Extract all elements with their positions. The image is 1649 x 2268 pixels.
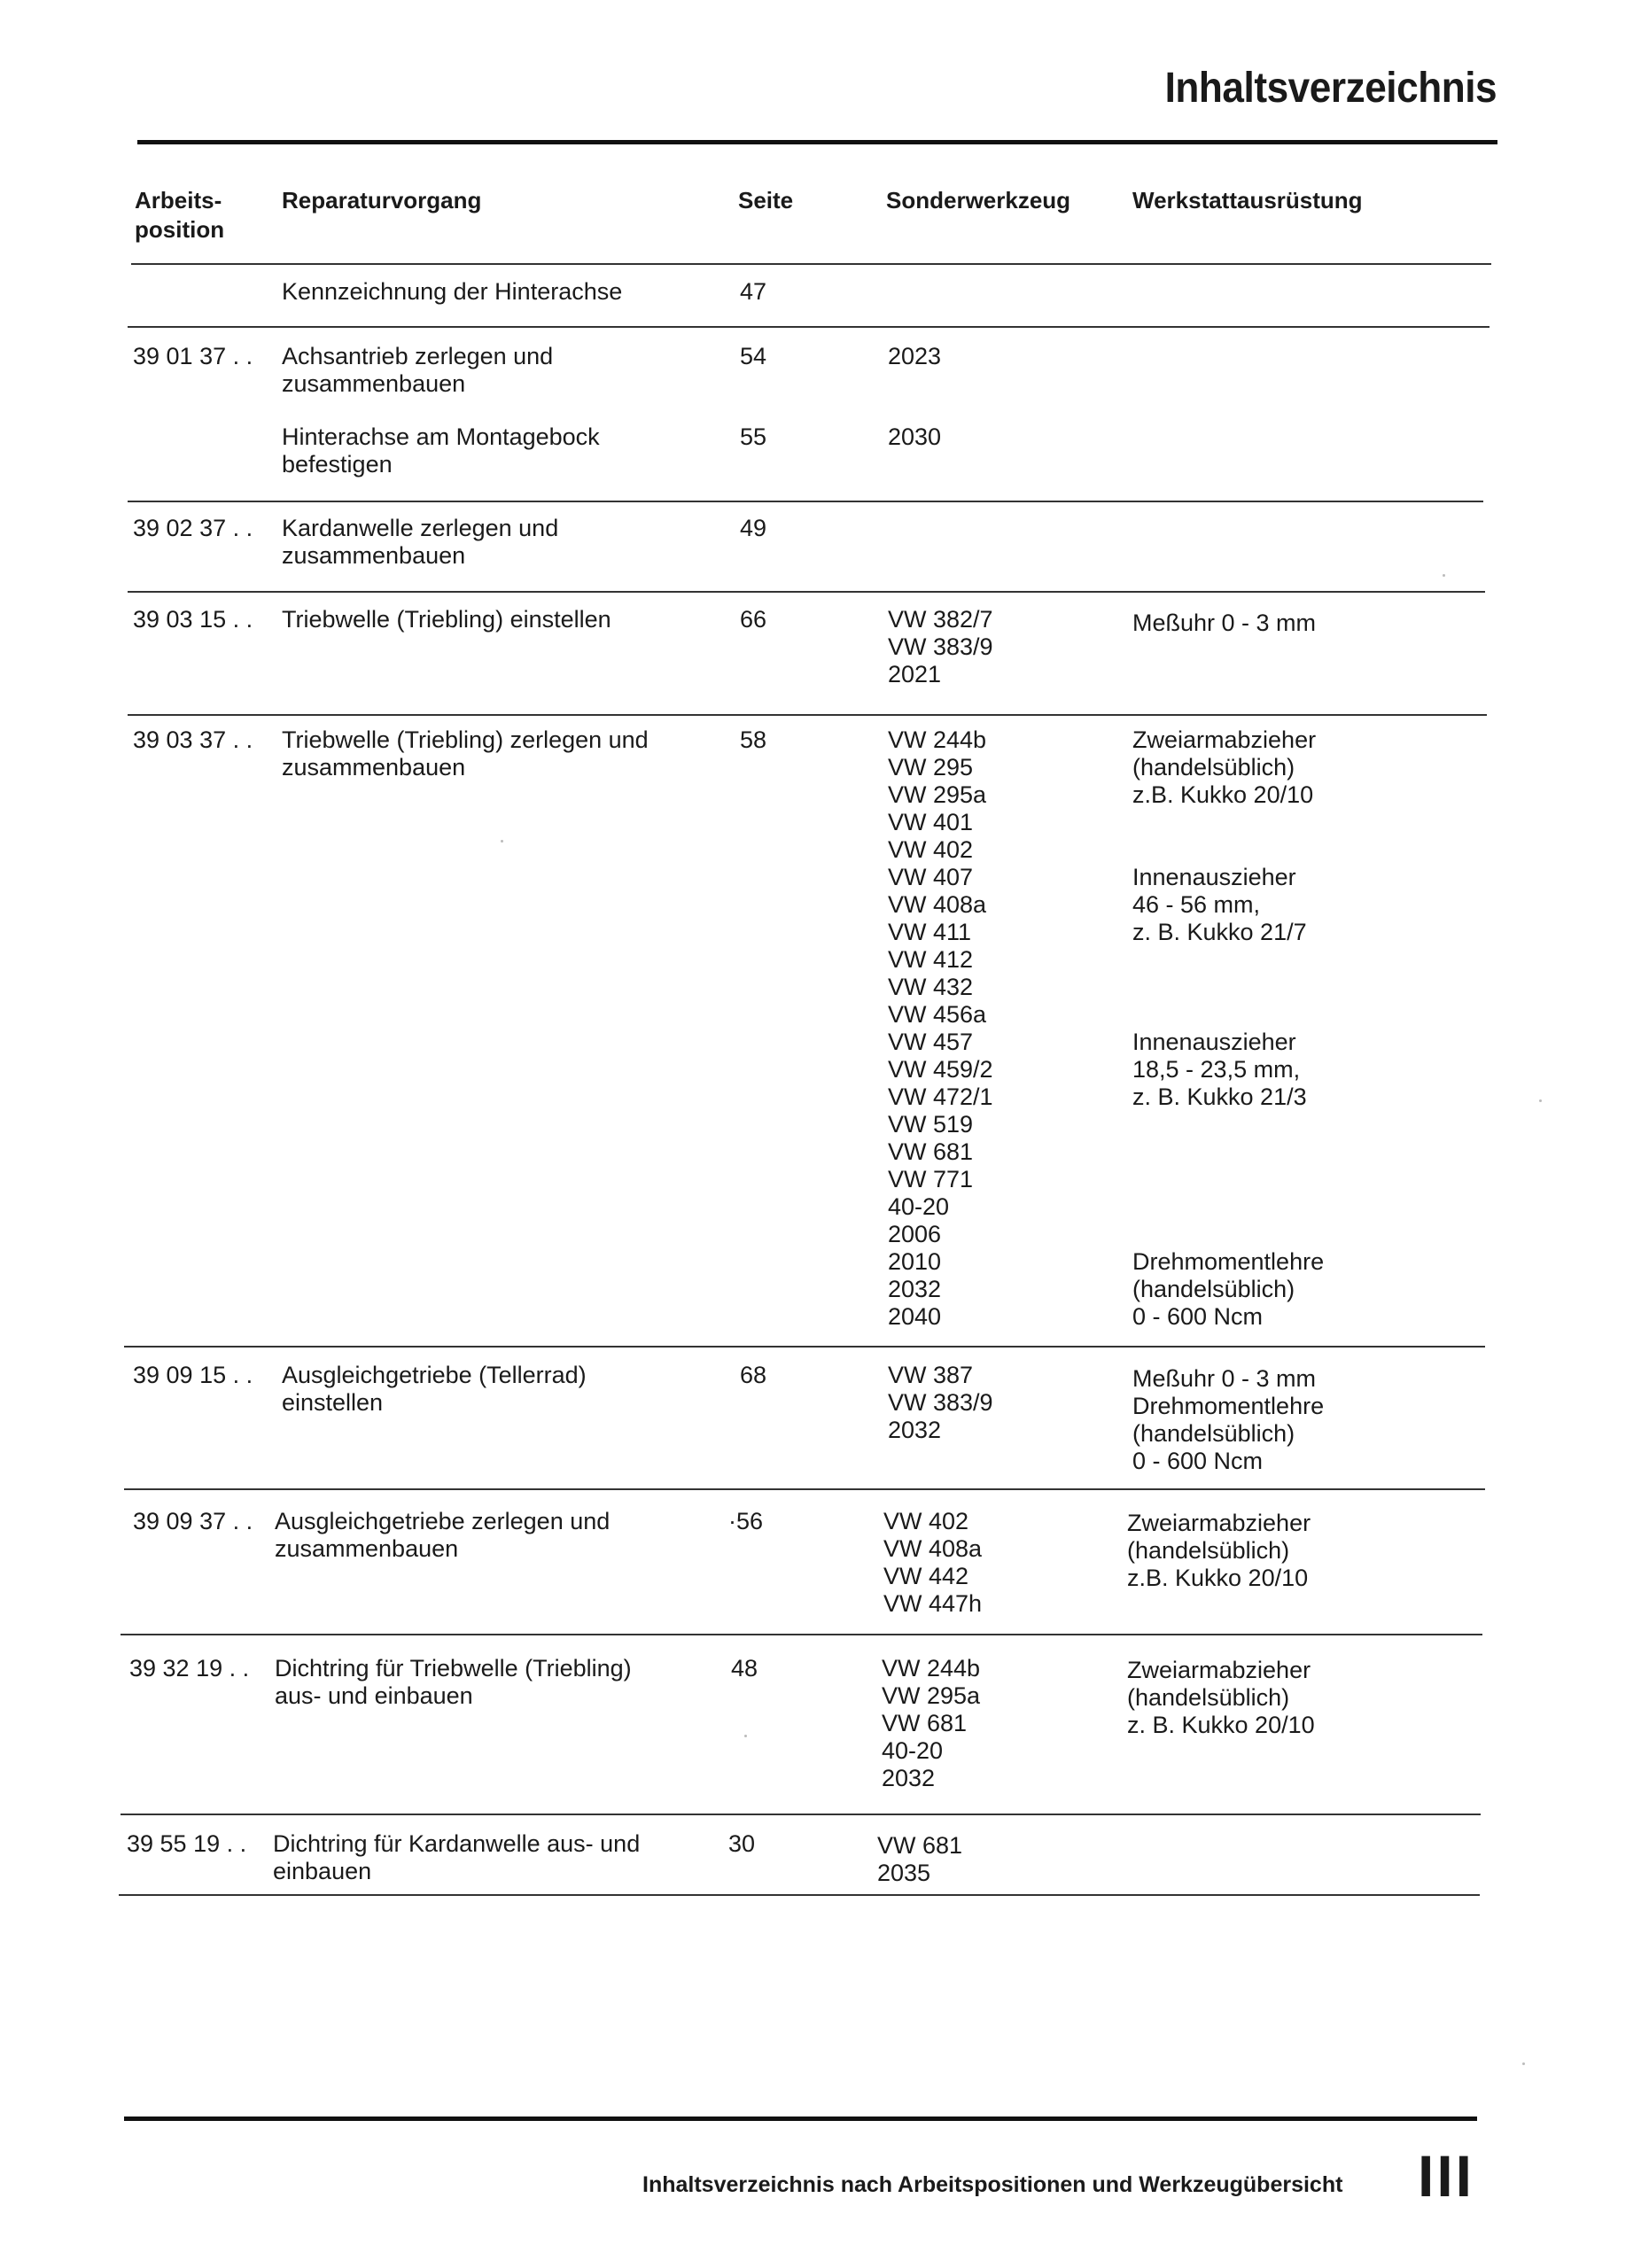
tools-cell: VW 387 VW 383/9 2032 (888, 1362, 993, 1443)
row-divider (128, 714, 1487, 716)
equipment-cell: Meßuhr 0 - 3 mm (1132, 610, 1317, 636)
position-cell: 39 03 37 . . (133, 726, 253, 753)
position-cell: 39 03 15 . . (133, 606, 253, 633)
scan-speck (1539, 1099, 1542, 1102)
scan-speck (1443, 574, 1445, 577)
page-cell: 49 (740, 515, 767, 541)
tools-cell: VW 244b VW 295 VW 295a VW 401 VW 402 VW 407 VW 408a VW 411 VW 412 VW 432 VW 456a VW 457 VW 459/2 VW 472/1 VW 519 VW 681 VW 771 40-20 2006 2010 2032 2040 (888, 726, 993, 1330)
row-divider (128, 326, 1490, 328)
header-special-tools: Sonderwerkzeug (886, 187, 1071, 214)
header-rule (137, 140, 1497, 144)
procedure-cell: Achsantrieb zerlegen und zusammenbauen (282, 343, 554, 397)
position-cell: 39 09 37 . . (133, 1508, 253, 1534)
page-cell: 48 (731, 1655, 758, 1682)
equipment-cell: Zweiarmabzieher (handelsüblich) z.B. Kukko 20/10 (1127, 1510, 1311, 1591)
footer-rule (124, 2117, 1477, 2121)
page-cell: 58 (740, 726, 767, 753)
header-workshop-equipment: Werkstattausrüstung (1132, 187, 1363, 214)
scan-speck (1522, 2062, 1525, 2065)
position-cell: 39 55 19 . . (127, 1830, 247, 1857)
equipment-cell: Zweiarmabzieher (handelsüblich) z.B. Kukko 20/10 Innenauszieher 46 - 56 mm, z. B. Kukko 21/7 Innenauszieher 18,5 - 23,5 mm, z. B. Kukko 21/3 Drehmomentlehre (handelsüblich) 0 - 600 Ncm (1132, 726, 1325, 1330)
header-position (135, 186, 224, 245)
equipment-cell: Meßuhr 0 - 3 mm Drehmomentlehre (handelsüblich) 0 - 600 Ncm (1132, 1365, 1325, 1474)
header-page: Seite (738, 187, 794, 214)
page-title: Inhaltsverzeichnis (1164, 65, 1497, 112)
procedure-cell: Triebwelle (Triebling) einstellen (282, 606, 611, 633)
page-cell: 66 (740, 606, 767, 633)
procedure-cell: Triebwelle (Triebling) zerlegen und zusammenbauen (282, 726, 649, 781)
tools-cell: 2030 (888, 423, 942, 450)
page-cell: 54 (740, 343, 767, 369)
procedure-cell: Hinterachse am Montagebock befestigen (282, 423, 600, 478)
page-cell: 68 (740, 1362, 767, 1388)
page-cell: ·56 (728, 1508, 764, 1534)
scan-speck (501, 840, 503, 843)
tools-cell: 2023 (888, 343, 942, 369)
page-cell: 30 (728, 1830, 756, 1857)
row-divider (128, 501, 1483, 502)
equipment-cell: Zweiarmabzieher (handelsüblich) z. B. Kukko 20/10 (1127, 1657, 1315, 1738)
position-cell: 39 01 37 . . (133, 343, 253, 369)
tools-cell: VW 382/7 VW 383/9 2021 (888, 606, 993, 687)
page-cell: 55 (740, 423, 767, 450)
page-number: III (1418, 2143, 1475, 2209)
procedure-cell: Dichtring für Triebwelle (Triebling) aus- und einbauen (275, 1655, 632, 1709)
page-cell: 47 (740, 278, 767, 305)
row-divider (119, 1894, 1480, 1896)
procedure-cell: Ausgleichgetriebe zerlegen und zusammenbauen (275, 1508, 611, 1562)
row-divider (128, 591, 1485, 593)
tools-cell: VW 681 2035 (877, 1832, 963, 1886)
header-position-line1: Arbeits- (135, 187, 222, 214)
row-divider (131, 263, 1491, 265)
procedure-cell: Kardanwelle zerlegen und zusammenbauen (282, 515, 559, 569)
tools-cell: VW 244b VW 295a VW 681 40-20 2032 (882, 1655, 981, 1791)
scan-speck (744, 1735, 747, 1737)
position-cell: 39 32 19 . . (129, 1655, 250, 1682)
procedure-cell: Dichtring für Kardanwelle aus- und einbauen (273, 1830, 641, 1884)
tools-cell: VW 402 VW 408a VW 442 VW 447h (883, 1508, 983, 1617)
row-divider (124, 1488, 1485, 1490)
procedure-cell: Kennzeichnung der Hinterachse (282, 278, 623, 305)
row-divider (121, 1634, 1482, 1635)
footer-text: Inhaltsverzeichnis nach Arbeitspositionen und Werkzeugübersicht (642, 2172, 1343, 2197)
position-cell: 39 02 37 . . (133, 515, 253, 541)
procedure-cell: Ausgleichgetriebe (Tellerrad) einstellen (282, 1362, 587, 1416)
position-cell: 39 09 15 . . (133, 1362, 253, 1388)
header-procedure: Reparaturvorgang (282, 187, 482, 214)
header-position-line2: position (135, 216, 225, 243)
row-divider (121, 1814, 1481, 1815)
row-divider (124, 1346, 1485, 1348)
